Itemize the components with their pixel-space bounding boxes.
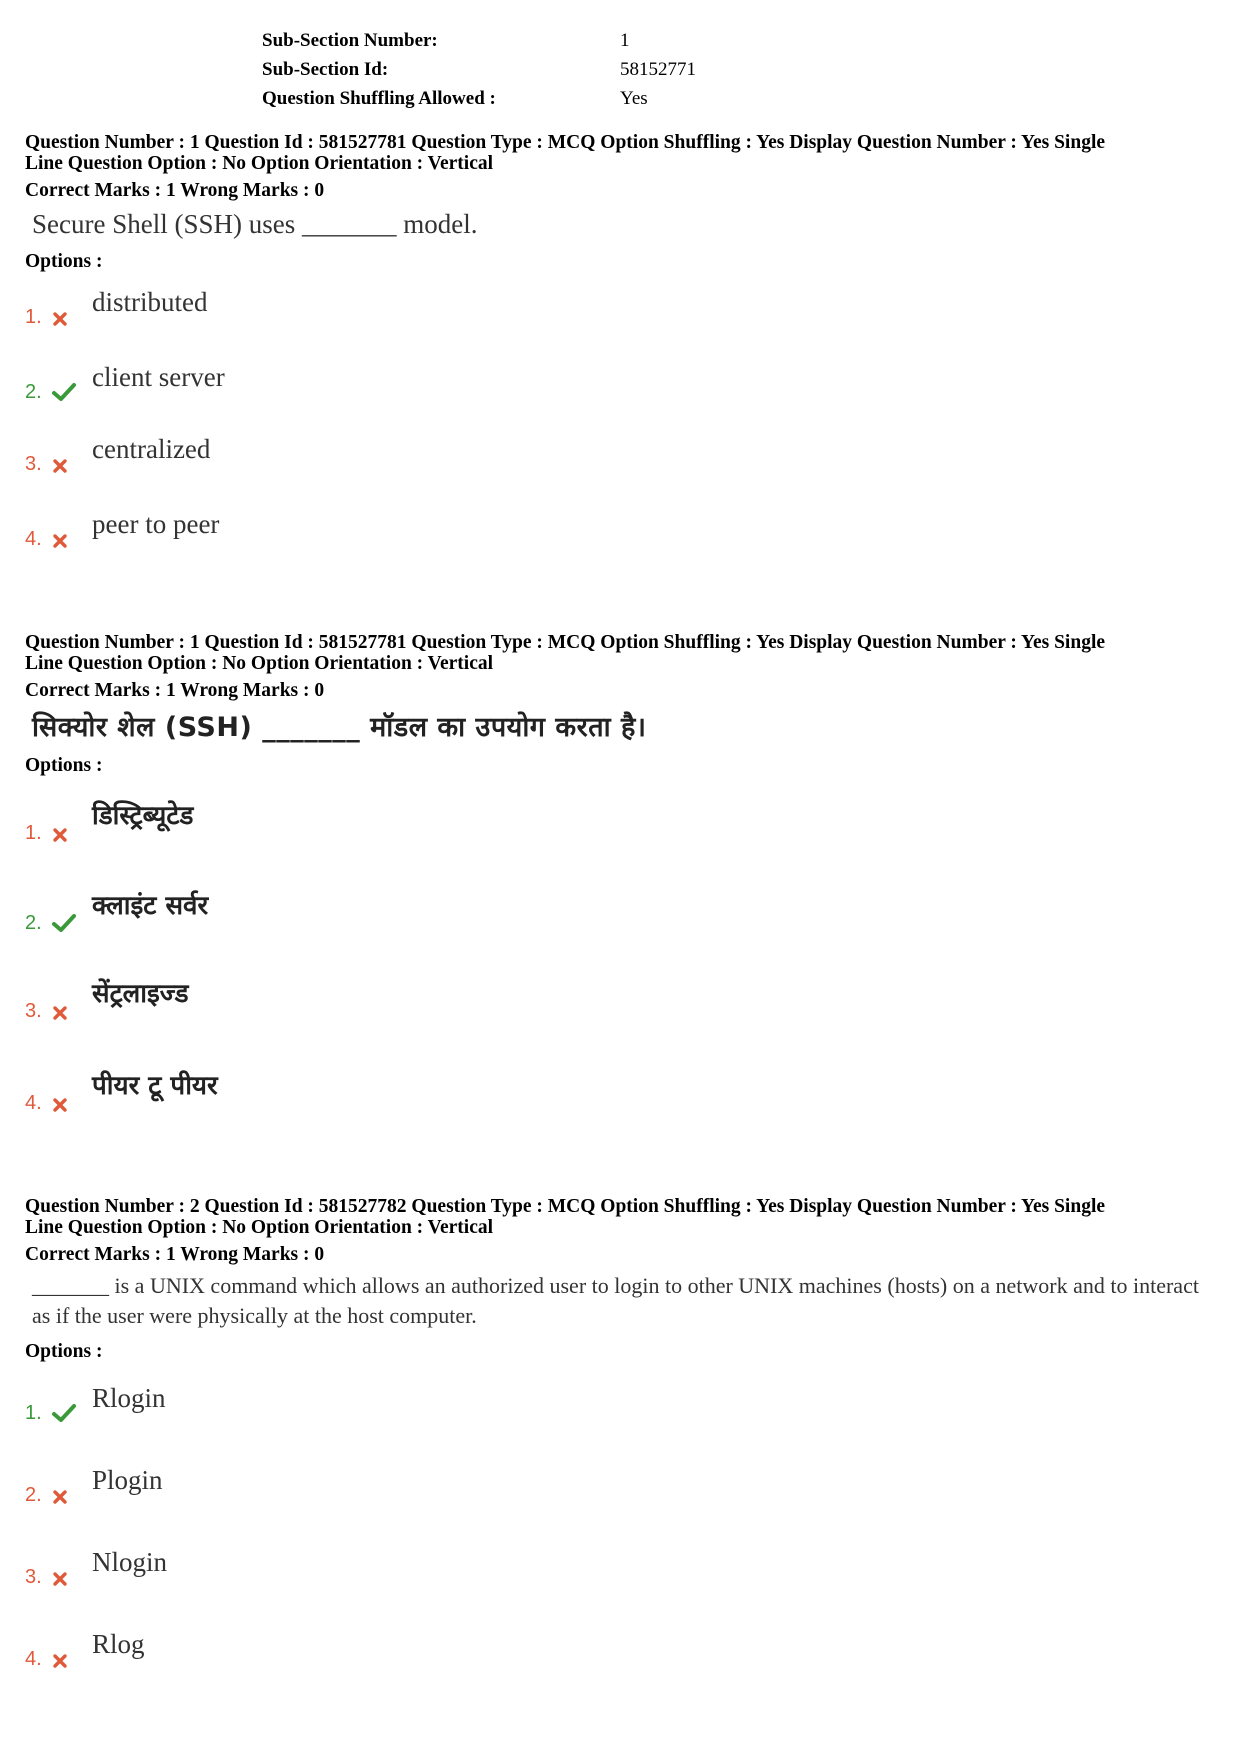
cross-icon: [52, 305, 92, 331]
option-3: [25, 406, 1220, 478]
option-number: 2.: [25, 1484, 42, 1506]
options-label: Options :: [25, 755, 103, 776]
option-number: 4.: [25, 1648, 42, 1670]
options-label: Options :: [25, 251, 103, 272]
cross-icon: [52, 1091, 92, 1117]
option-number: 4.: [25, 528, 42, 550]
cross-icon: [52, 1565, 92, 1591]
option-text: Rlogin: [92, 1383, 166, 1413]
option-number: 3.: [25, 1566, 42, 1588]
subsection-number-value: 1: [620, 29, 630, 51]
question-marks: Correct Marks : 1 Wrong Marks : 0: [25, 1244, 325, 1265]
cross-icon: [52, 452, 92, 478]
option-number: 1.: [25, 822, 42, 844]
question-marks: Correct Marks : 1 Wrong Marks : 0: [25, 180, 325, 201]
option-2: [25, 1427, 1220, 1509]
subsection-info: [262, 26, 696, 113]
option-text: centralized: [92, 434, 211, 464]
option-1: [25, 281, 1220, 331]
option-2: [25, 847, 1220, 937]
question-shuffling-label: Question Shuffling Allowed :: [262, 87, 496, 109]
question-shuffling-value: Yes: [620, 87, 648, 109]
subsection-id-value: 58152771: [620, 58, 696, 80]
question-meta-line2: Line Question Option : No Option Orientation : Vertical: [25, 153, 494, 174]
option-text: peer to peer: [92, 509, 220, 539]
question-shuffling-row: [262, 84, 696, 113]
option-text: Nlogin: [92, 1547, 168, 1577]
subsection-id-row: [262, 55, 696, 84]
option-text: सेंट्रलाइज्ड: [92, 979, 189, 1009]
question-text: Secure Shell (SSH) uses _______ model.: [32, 209, 478, 239]
option-4: [25, 1025, 1220, 1117]
option-number: 2.: [25, 381, 42, 403]
option-text: डिस्ट्रिब्यूटेड: [92, 801, 194, 831]
option-4: [25, 478, 1220, 553]
option-number: 2.: [25, 912, 42, 934]
cross-icon: [52, 999, 92, 1025]
cross-icon: [52, 1647, 92, 1673]
subsection-number-label: Sub-Section Number:: [262, 29, 438, 51]
cross-icon: [52, 1483, 92, 1509]
question-meta-line2: Line Question Option : No Option Orientation : Vertical: [25, 1217, 494, 1238]
option-3: [25, 937, 1220, 1025]
option-3: [25, 1509, 1220, 1591]
options-label: Options :: [25, 1341, 103, 1362]
option-text: client server: [92, 362, 225, 392]
option-number: 3.: [25, 453, 42, 475]
subsection-number-row: [262, 26, 696, 55]
subsection-id-label: Sub-Section Id:: [262, 58, 389, 80]
option-number: 3.: [25, 1000, 42, 1022]
question-marks: Correct Marks : 1 Wrong Marks : 0: [25, 680, 325, 701]
option-1: [25, 785, 1220, 847]
option-text: पीयर टू पीयर: [92, 1071, 218, 1101]
question-meta-line1: Question Number : 1 Question Id : 581527781 Question Type : MCQ Option Shuffling : Yes Display Question Number : Yes Single: [25, 632, 1106, 653]
option-text: क्लाइंट सर्वर: [92, 891, 209, 921]
option-text: distributed: [92, 287, 208, 317]
question-text: _______ is a UNIX command which allows an authorized user to login to other UNIX machines (hosts) on a network and to interact as if the user were physically at the host computer.: [32, 1273, 1199, 1328]
check-icon: [52, 380, 92, 406]
check-icon: [52, 1401, 92, 1427]
question-meta-line2: Line Question Option : No Option Orientation : Vertical: [25, 653, 494, 674]
check-icon: [52, 911, 92, 937]
option-2: [25, 331, 1220, 406]
option-1: [25, 1371, 1220, 1427]
option-number: 1.: [25, 1402, 42, 1424]
cross-icon: [52, 527, 92, 553]
options-list: [25, 1371, 1220, 1673]
question-meta-line1: Question Number : 1 Question Id : 581527781 Question Type : MCQ Option Shuffling : Yes Display Question Number : Yes Single: [25, 132, 1106, 153]
question-meta-line1: Question Number : 2 Question Id : 581527782 Question Type : MCQ Option Shuffling : Yes Display Question Number : Yes Single: [25, 1196, 1106, 1217]
options-list: [25, 785, 1220, 1117]
options-list: [25, 281, 1220, 553]
cross-icon: [52, 821, 92, 847]
option-text: Rlog: [92, 1629, 145, 1659]
option-text: Plogin: [92, 1465, 163, 1495]
option-4: [25, 1591, 1220, 1673]
question-block-1: [25, 132, 1220, 553]
question-block-2: [25, 1196, 1220, 1673]
option-number: 1.: [25, 306, 42, 328]
question-text: सिक्योर शेल (SSH) _______ मॉडल का उपयोग करता है।: [32, 712, 647, 743]
question-block-1-hindi: [25, 632, 1220, 1117]
option-number: 4.: [25, 1092, 42, 1114]
